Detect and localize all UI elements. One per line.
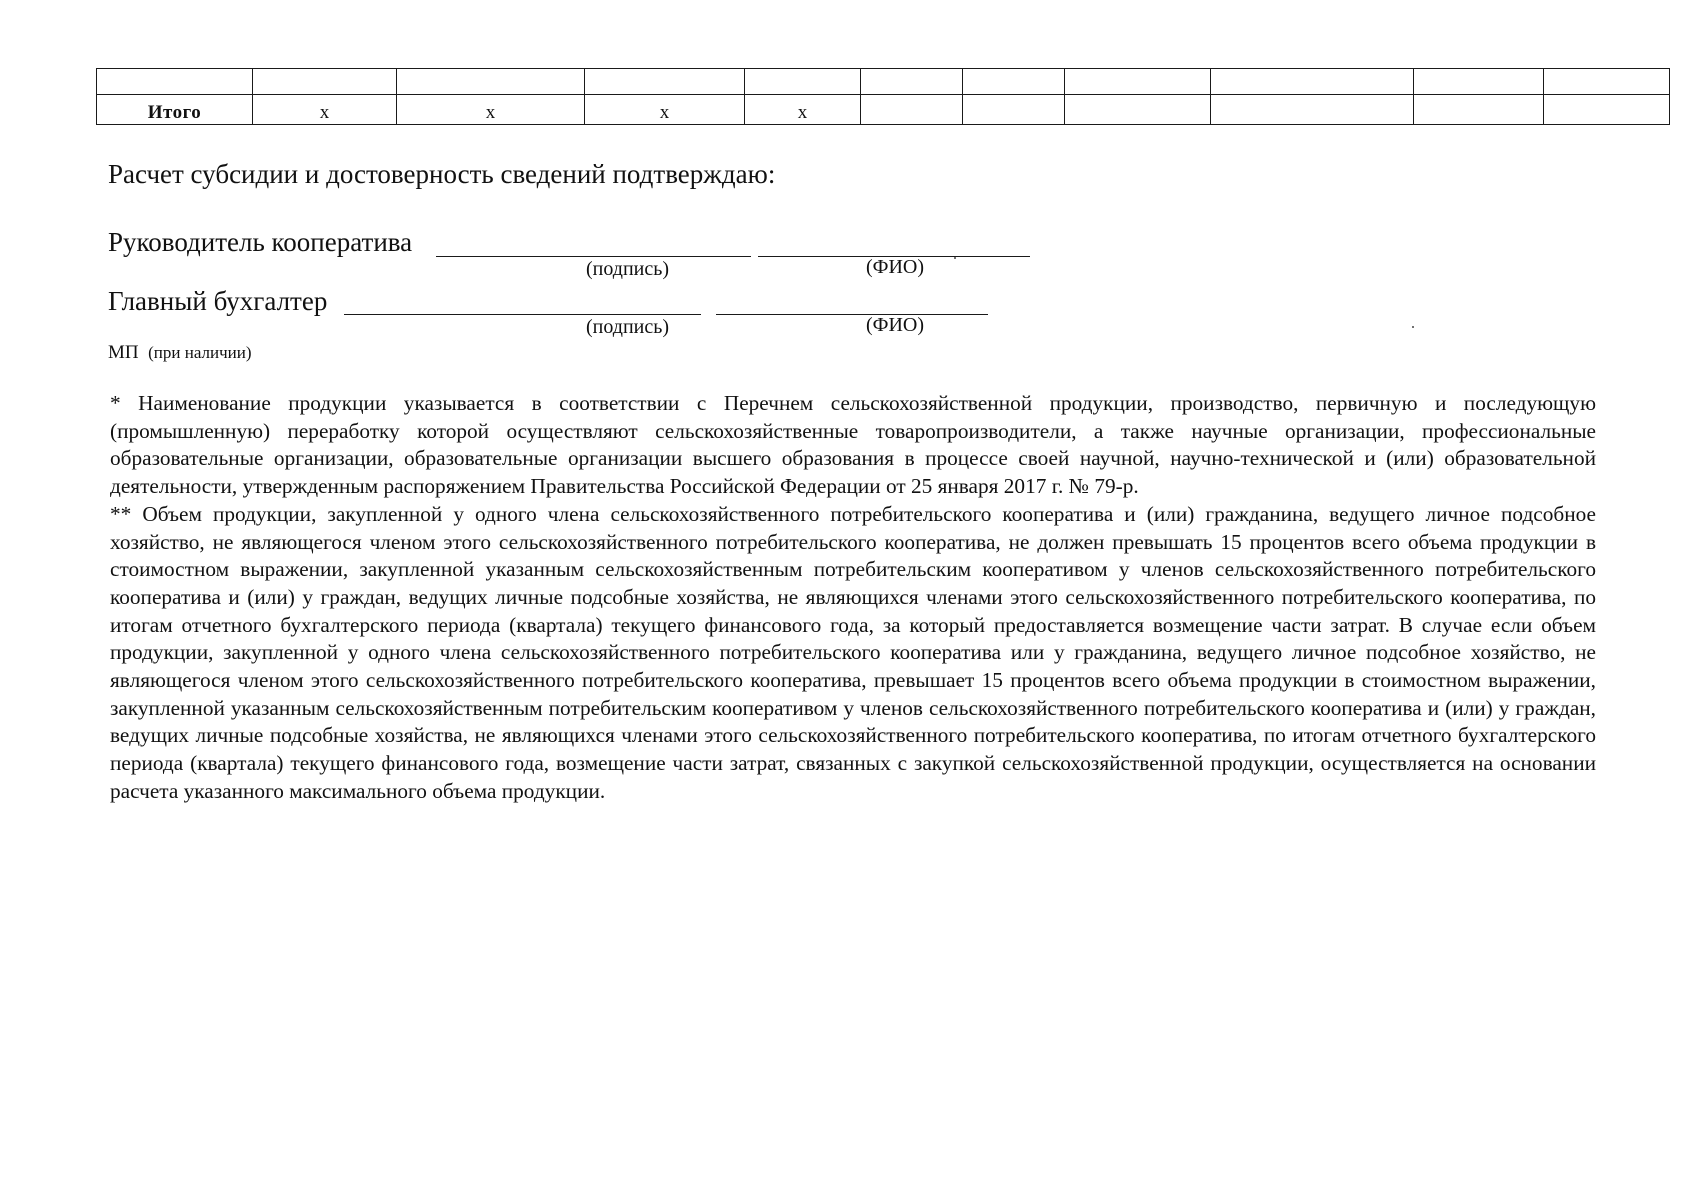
head-signature-line[interactable] [436, 256, 751, 257]
total-row [97, 95, 1670, 125]
table-cell [745, 69, 861, 95]
accountant-name-line[interactable] [716, 314, 988, 315]
accountant-signature-caption: (подпись) [586, 316, 670, 338]
footnote-products: * Наименование продукции указывается в соответствии с Перечнем сельскохозяйственной продукции, производство, первичную и последующую (промышленную) переработку которой осуществляют сельскохозяйственные товаропроизводители, а также научные организации, профессиональные образовательные организации, образовательные организации высшего образования в процессе своей научной, научно-технической и (или) образовательной деятельности, утвержденным распоряжением Правительства Российской Федерации от 25 января 2017 г. № 79-р. [110, 391, 1596, 499]
head-name-caption: (ФИО) [866, 256, 925, 278]
total-cell [861, 95, 963, 125]
total-cell [963, 95, 1065, 125]
table-cell [861, 69, 963, 95]
footnote-volume-limit: ** Объем продукции, закупленной у одного члена сельскохозяйственного потребительского кооператива и (или) гражданина, ведущего личное подсобное хозяйство, не являющегося членом этого сельскохозяйственного потребительского кооператива, не должен превышать 15 процентов всего объема продукции в стоимостном выражении, закупленной указанным сельскохозяйственным потребительским кооперативом у членов сельскохозяйственного потребительского кооператива и (или) у граждан, ведущих личные подсобные хозяйства, не являющихся членами этого сельскохозяйственного потребительского кооператива, по итогам отчетного бухгалтерского периода (квартала) текущего финансового года, за который предоставляется возмещение части затрат. В случае если объем продукции, закупленной у одного члена сельскохозяйственного потребительского кооператива или у гражданина, ведущего личное подсобное хозяйство, не являющегося членом этого сельскохозяйственного потребительского кооператива, превышает 15 процентов всего объема продукции в стоимостном выражении, закупленной указанным сельскохозяйственным потребительским кооперативом у членов сельскохозяйственного потребительского кооператива и (или) у граждан, ведущих личные подсобные хозяйства, не являющихся членами этого сельскохозяйственного потребительского кооператива, по итогам отчетного бухгалтерского периода (квартала) текущего финансового года, возмещение части затрат, связанных с закупкой сельскохозяйственной продукции, осуществляется на основании расчета указанного максимального объема продукции. [110, 501, 1596, 803]
scan-speck [954, 257, 956, 259]
head-role-label: Руководитель кооператива [108, 227, 413, 257]
total-cell: x [397, 95, 585, 125]
total-cell [1414, 95, 1544, 125]
total-cell [1065, 95, 1211, 125]
table-cell [253, 69, 397, 95]
head-signature-caption: (подпись) [586, 258, 670, 280]
table-row [97, 69, 1670, 95]
total-cell: x [585, 95, 745, 125]
table-cell [585, 69, 745, 95]
summary-table [96, 68, 1670, 125]
table-cell [397, 69, 585, 95]
total-cell: x [253, 95, 397, 125]
table-cell [1414, 69, 1544, 95]
total-cell [1544, 95, 1670, 125]
scan-speck [1412, 326, 1414, 328]
total-cell [1211, 95, 1414, 125]
total-cell: x [745, 95, 861, 125]
accountant-role-label: Главный бухгалтер [108, 286, 328, 316]
stamp-placeholder [108, 342, 252, 364]
confirmation-statement: Расчет субсидии и достоверность сведений подтверждаю: [108, 159, 776, 189]
accountant-name-caption: (ФИО) [866, 314, 925, 336]
footnotes [110, 390, 1596, 806]
table-cell [1065, 69, 1211, 95]
table-cell [1211, 69, 1414, 95]
stamp-note: (при наличии) [148, 343, 252, 362]
accountant-signature-line[interactable] [344, 314, 701, 315]
stamp-label: МП [108, 342, 139, 363]
table-cell [97, 69, 253, 95]
total-label: Итого [97, 95, 253, 125]
table-cell [1544, 69, 1670, 95]
table-cell [963, 69, 1065, 95]
